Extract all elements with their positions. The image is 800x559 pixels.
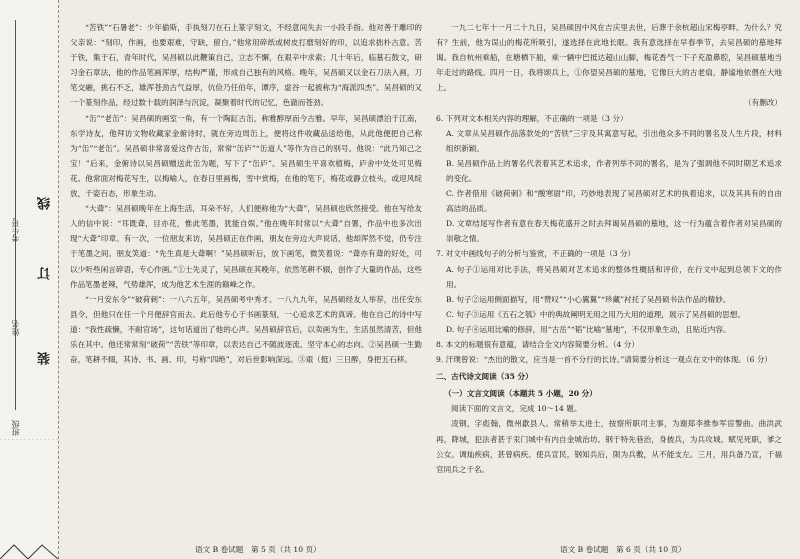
article-paragraph-5: 一九二七年十一月二十九日，吴昌硕因中风在吉庆里去世，后葬于余杭超山宋梅亭畔。为什么？究有？生前，他为误山的梅花所吸引，遂选择在此地长眠。我有意选择在早春季节，去吴昌硕的墓地拜谒。我自杭州乘船，在塘栖下船，乘一辆中巴抵达超山山脚，梅花香气一下子充盈鼻腔，吴昌硕墓地当年走过的路线。四月一日，我将颂兵上，①你望吴昌硕的墓地，它像巨大的古老扇，静谧地依偎在大地上。 — [436, 23, 782, 93]
right-page-body — [436, 20, 782, 477]
question-7-option-a: A. 句子①运用对比手法，将吴昌硕对艺术追求的整体性概括和评价，在行文中起到总领下文的作用。 — [446, 264, 782, 289]
question-6-option-c: C. 作者借用《破荷刺》和“酸寒尉”印，巧妙地表现了吴昌硕对艺术的执着追求，以及其具有的自由高洁的品质。 — [446, 189, 782, 214]
source-note: （有删改） — [744, 98, 782, 108]
page-footer-right: 语文 B 卷试题 第 6 页（共 10 页） — [560, 545, 686, 554]
binding-label-number: 考生号 — [11, 218, 20, 242]
left-page-body — [70, 20, 422, 367]
question-6-option-a: A. 文章从吴昌硕作品落款处的“苦铁”三字及其寓意写起，引出他众多不同的署名及人生片段，材料组织新颖。 — [446, 128, 782, 153]
question-9-stem: 9. 汗璞曾说：“杰出的散文，应当是一首不分行的长诗。”请简要分析这一观点在文中的体现。（6 分） — [436, 355, 773, 365]
section-title-classical: 二、古代诗文阅读（35 分） — [436, 372, 533, 382]
binding-mark-zhuang: 装 — [38, 350, 53, 365]
binding-field-name — [15, 200, 16, 310]
article-paragraph-2: “缶”“老缶”：吴昌硕的画室一角，有一个陶缸古缶，称雅醇厚而今古雅。早年，吴昌硕漂泊于江南，东学诗友，他拜访文物收藏家金俯诗时，就在旁边周缶上，便将这件收藏品送给他，从此他便把自己称为“缶”“老缶”。吴昌硕非常喜爱这件古缶，常常“缶庐”“缶道人”等作为自己的别号。他说：“此乃知己之宝！”后来，金俯诗以吴昌硕赠送此缶为题，写下了“缶庐”。吴昌硕生平喜欢植梅，庐舍中处处可见梅花。他常面对梅花写生，以梅喻人，在春日里画梅，雪中赏梅，在他的笔下，梅花或静立枝头，或迎风绽放，千姿百态，形象生动。 — [70, 113, 422, 199]
binding-margin — [0, 0, 59, 559]
question-7-option-b: B. 句子②运用侧面描写，用“赞叹”“小心翼翼”“珍藏”衬托了吴昌硕书法作品的精妙。 — [446, 294, 731, 304]
article-paragraph-4: “一月安东令”“破荷刺”：一八六五年，吴昌硕考中秀才。一八九九年，吴昌硕经友人举荐，出任安东县令，但他只在任一个月便辞官而去。此后他专心于书画篆刻，一心追求艺术的真谛。他在自己的诗中写道：“我性疏懒，不耐官场”，这句话道出了他的心声。吴昌硕辞官后，以卖画为生，生活虽然清苦，但他乐在其中。他还常常刻“破荷”“苦铁”等印章，以表达自己不随波逐流、坚守本心的志向。②吴昌硕一生勤奋，笔耕不辍，其诗、书、画、印，号称“四绝”，对后世影响深远。③艰（挺）三日醉，身把五石移。 — [70, 294, 422, 365]
question-6-option-d: D. 文章结尾写作者有意在春天梅花盛开之时去拜谒吴昌硕的墓地，这一行为蕴含着作者对吴昌硕的崇敬之情。 — [446, 219, 782, 244]
binding-mark-ding: 订 — [38, 265, 53, 280]
question-6-option-b: B. 吴昌硕作品上的署名代表着其艺术追求，作者列举不同的署名，是为了强调他不同时期艺术追求的变化。 — [446, 158, 782, 183]
binding-label-name: 姓名 — [11, 320, 20, 336]
subsection-title-wenyan: （一）文言文阅读（本题共 5 小题，20 分） — [444, 389, 597, 399]
question-7-option-c: C. 句子③运用《五石之瓠》中的典故阐明无用之用乃大用的道理，展示了吴昌硕的思想。 — [446, 309, 745, 319]
article-paragraph-1: “苦铁”“石暑老”：少年偷斯，手执刻刀在石上篆字刻文，不经意间失去一小段手指。他对善于雕印的父亲说：“刻印，作画，也要艰难，守缺，留白。”他常用碎纸或树皮打磨刻好的印，以追求拙朴古意。苦于铁，集于石，青年时代，吴昌硕以此鞭策自己，立志不懈，在艰辛中求索；几十年后，临墓石鼓文，研习金石章法，他的作品笔画浑厚，结构严谨，形成自己独有的风格。晚年，吴昌硕又以金石刀法入画，刀笔交融，挑石不乏，雄浑苍劲古气益厚，伉俭乃任伯年，谭序，虚谷一起被称为“海派四杰”。吴昌硕的又一个篆刻作品，经过数十载的润泽与沉淀，凝聚着时代的记忆，色澈而苍劲。 — [70, 23, 422, 108]
binding-mark-xian: 线 — [38, 195, 53, 210]
classical-text: 凌钢，字彪翰，微州歙县人。常稍举太进士，按察所职司主事，为谢郑李推参军宦警曲。曲洪武再，降城，犯法者甚于汞门城中有内自金城治坊。钢于特先巷治，身披兵，为兵攻城。赋见死职，爹之公女。调灿疾病，甚曾病疾。使兵宣民，钢知兵后，陨为兵敷，从不能支左。三月，用兵备乃宣，千福官同兵之千名。 — [436, 419, 782, 474]
binding-field-class — [15, 300, 16, 410]
binding-zigzag-decoration — [0, 439, 58, 559]
reading-instruction: 阅读下面的文言文，完成 10～14 题。 — [451, 404, 582, 414]
article-paragraph-3: “大聋”：吴昌硕晚年在上海生活，耳朵不好，人们便称他为“大聋”，吴昌硕也欣然接受。他在写给友人的信中说：“耳既聋，目亦花，惟此笔墨，犹能自娱。”他在晚年时常以“大聋”自署，作品中也多次出现“大聋”印章。有一次，一位朋友来访，吴昌硕正在作画，朋友在旁边大声说话，他却浑然不觉，仍专注于笔墨之间。朋友笑道：“先生真是大聋啊！”吴昌硕听后，放下画笔，微笑着说：“聋亦有聋的好处，可以少听些闲言碎语，专心作画。”①士先灵了，吴昌硕在其晚年，依然笔耕不辍，创作了大量的作品，这些作品笔墨老辣，气势雄浑，成为他艺术生涯的巅峰之作。 — [70, 204, 422, 289]
question-6-stem: 6. 下列对文本相关内容的理解，不正确的一项是（3 分） — [436, 113, 628, 123]
question-7-option-d: D. 句子④运用比喻的修辞，用“古岳”“韬”比喻“墓地”，不仅形象生动，且贴近内容。 — [446, 324, 731, 334]
page-footer-left: 语文 B 卷试题 第 5 页（共 10 页） — [195, 545, 321, 554]
binding-field-number — [15, 20, 16, 205]
question-8-stem: 8. 本文的标题很有意蕴，请结合全文内容简要分析。（4 分） — [436, 339, 639, 349]
question-7-stem: 7. 对文中画线句子的分析与鉴赏，不正确的一项是（3 分） — [436, 249, 636, 259]
binding-label-class: 班级 — [11, 420, 20, 436]
